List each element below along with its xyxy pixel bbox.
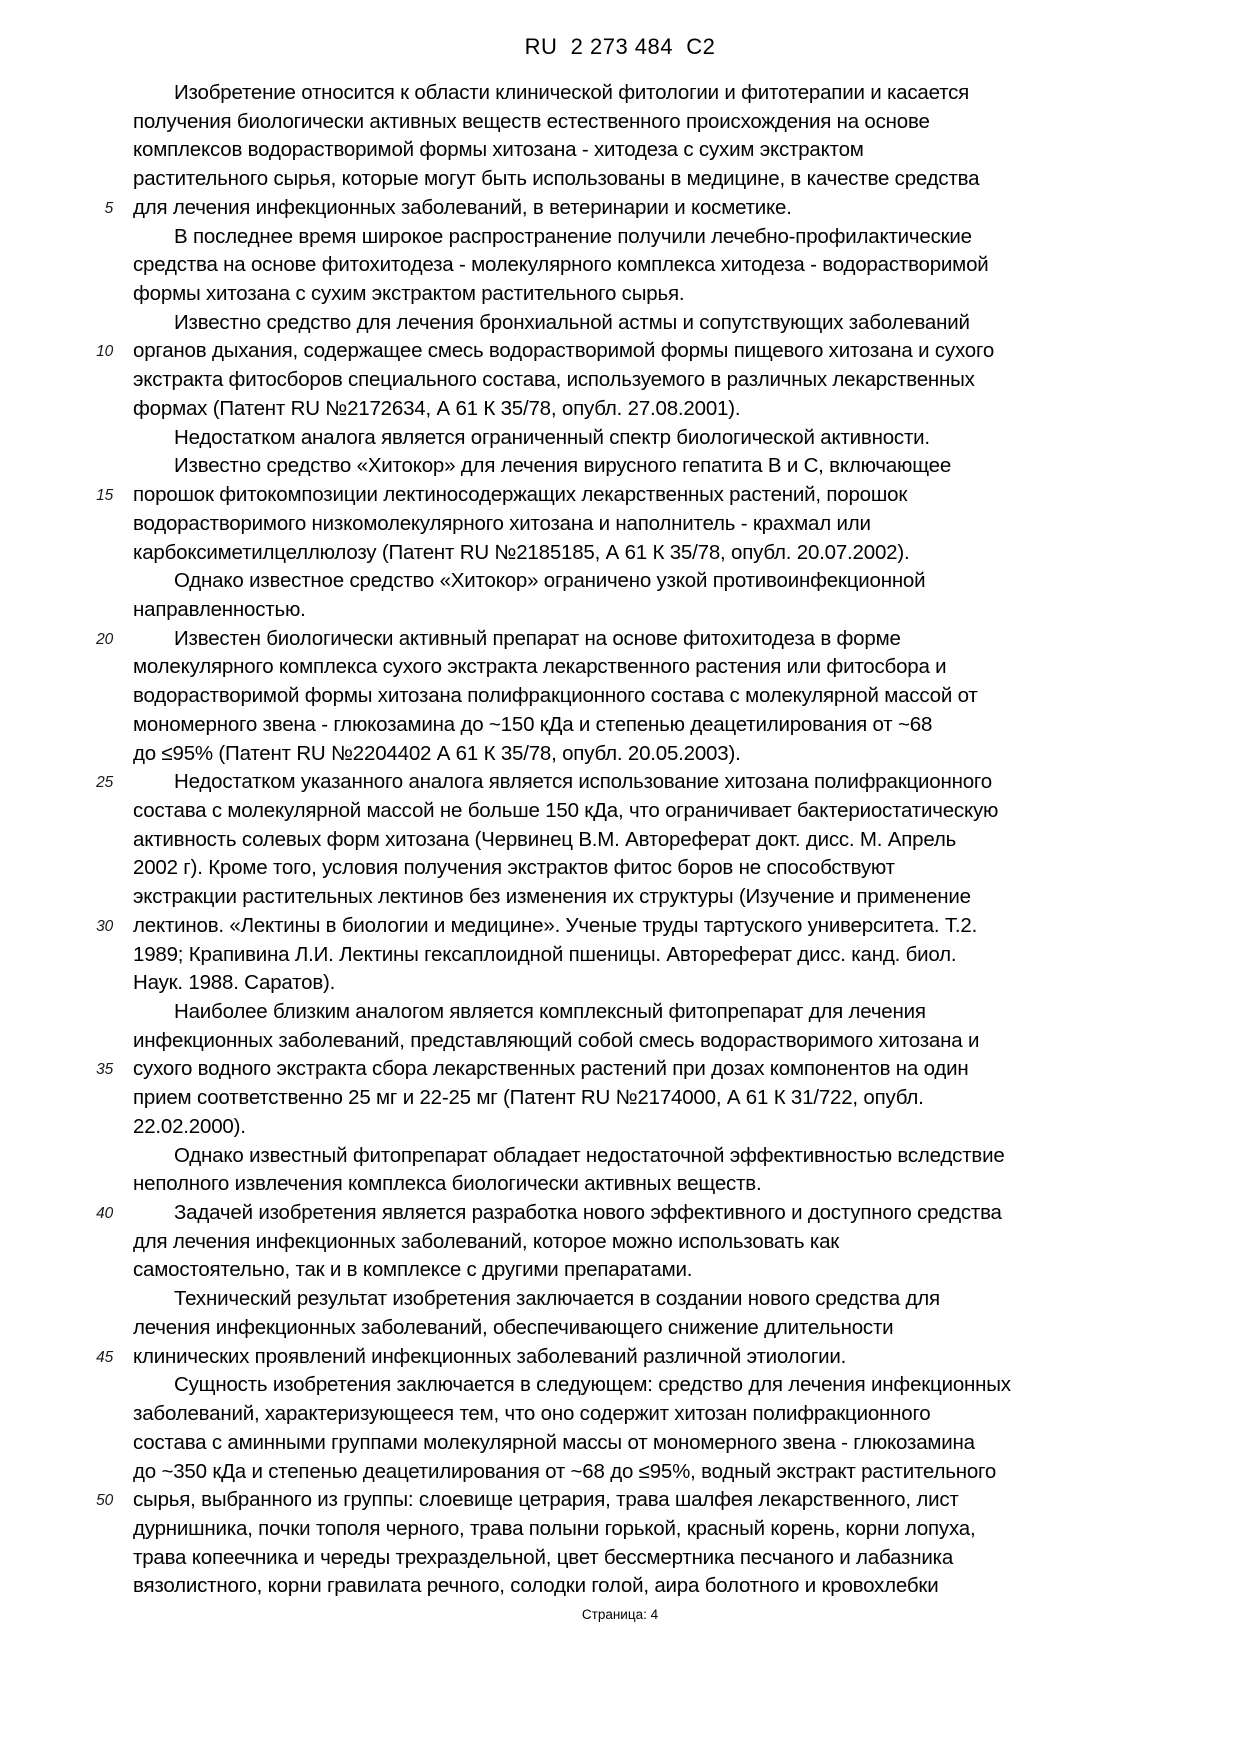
text-line bbox=[0, 682, 1240, 711]
text-line bbox=[0, 539, 1240, 568]
line-number: 10 bbox=[96, 343, 113, 361]
text-line bbox=[0, 1486, 1240, 1515]
line-text: Задачей изобретения является разработка нового эффективного и доступного средства bbox=[174, 1201, 1002, 1225]
line-text: растительного сырья, которые могут быть использованы в медицине, в качестве средства bbox=[133, 167, 980, 191]
page-footer bbox=[0, 1606, 1240, 1624]
text-line bbox=[0, 79, 1240, 108]
text-line bbox=[0, 1343, 1240, 1372]
line-text: Известно средство «Хитокор» для лечения вирусного гепатита В и С, включающее bbox=[174, 454, 952, 478]
text-line bbox=[0, 1515, 1240, 1544]
text-line bbox=[0, 424, 1240, 453]
line-text: формах (Патент RU №2172634, А 61 К 35/78, опубл. 27.08.2001). bbox=[133, 396, 741, 420]
text-line bbox=[0, 883, 1240, 912]
text-line bbox=[0, 941, 1240, 970]
text-line bbox=[0, 1170, 1240, 1199]
text-line bbox=[0, 1314, 1240, 1343]
line-text: водорастворимого низкомолекулярного хитозана и наполнитель - крахмал или bbox=[133, 511, 871, 535]
line-text: Известно средство для лечения бронхиальной астмы и сопутствующих заболеваний bbox=[174, 310, 970, 334]
text-line bbox=[0, 826, 1240, 855]
line-number: 25 bbox=[96, 774, 113, 792]
line-text: прием соответственно 25 мг и 22-25 мг (Патент RU №2174000, А 61 К 31/722, опубл. bbox=[133, 1086, 924, 1110]
line-number: 30 bbox=[96, 917, 113, 935]
line-number: 50 bbox=[96, 1492, 113, 1510]
text-line bbox=[0, 1113, 1240, 1142]
text-line bbox=[0, 768, 1240, 797]
line-text: направленностью. bbox=[133, 597, 306, 621]
text-line bbox=[0, 1228, 1240, 1257]
text-line bbox=[0, 1400, 1240, 1429]
text-line bbox=[0, 740, 1240, 769]
line-text: лектинов. «Лектины в биологии и медицине». Ученые труды тартуского университета. Т.2. bbox=[133, 913, 978, 937]
line-text: формы хитозана с сухим экстрактом растительного сырья. bbox=[133, 282, 685, 306]
line-text: до ~350 кДа и степенью деацетилирования от ~68 до ≤95%, водный экстракт растительного bbox=[133, 1459, 997, 1483]
line-text: экстракта фитосборов специального состава, используемого в различных лекарственных bbox=[133, 368, 975, 392]
text-line bbox=[0, 854, 1240, 883]
line-text: 1989; Крапивина Л.И. Лектины гексаплоидной пшеницы. Автореферат дисс. канд. биол. bbox=[133, 942, 957, 966]
text-line bbox=[0, 1055, 1240, 1084]
text-line bbox=[0, 136, 1240, 165]
line-text: Известен биологически активный препарат на основе фитохитодеза в форме bbox=[174, 626, 901, 650]
text-line bbox=[0, 1256, 1240, 1285]
line-text: 22.02.2000). bbox=[133, 1114, 246, 1138]
page-number-label: Страница: 4 bbox=[581, 1607, 659, 1622]
line-text: для лечения инфекционных заболеваний, которое можно использовать как bbox=[133, 1229, 840, 1253]
line-text: состава с молекулярной массой не больше 150 кДа, что ограничивает бактериостатическую bbox=[133, 798, 999, 822]
patent-body-text bbox=[0, 79, 1240, 1601]
line-number: 45 bbox=[96, 1348, 113, 1366]
text-line bbox=[0, 1199, 1240, 1228]
text-line bbox=[0, 1572, 1240, 1601]
line-text: порошок фитокомпозиции лектиносодержащих лекарственных растений, порошок bbox=[133, 483, 908, 507]
text-line bbox=[0, 1285, 1240, 1314]
text-line bbox=[0, 280, 1240, 309]
text-line bbox=[0, 165, 1240, 194]
line-text: Недостатком указанного аналога является использование хитозана полифракционного bbox=[174, 770, 992, 794]
text-line bbox=[0, 596, 1240, 625]
text-line bbox=[0, 625, 1240, 654]
line-text: заболеваний, характеризующееся тем, что оно содержит хитозан полифракционного bbox=[133, 1402, 931, 1426]
text-line bbox=[0, 395, 1240, 424]
line-text: В последнее время широкое распространение получили лечебно-профилактические bbox=[174, 224, 972, 248]
text-line bbox=[0, 711, 1240, 740]
line-text: карбоксиметилцеллюлозу (Патент RU №2185185, А 61 К 35/78, опубл. 20.07.2002). bbox=[133, 540, 910, 564]
document-header bbox=[0, 34, 1240, 60]
line-text: Однако известное средство «Хитокор» ограничено узкой противоинфекционной bbox=[174, 569, 926, 593]
line-text: получения биологически активных веществ естественного происхождения на основе bbox=[133, 109, 930, 133]
line-text: Изобретение относится к области клинической фитологии и фитотерапии и касается bbox=[174, 81, 970, 104]
line-text: лечения инфекционных заболеваний, обеспечивающего снижение длительности bbox=[133, 1315, 894, 1339]
text-line bbox=[0, 567, 1240, 596]
text-line bbox=[0, 1142, 1240, 1171]
line-text: сухого водного экстракта сбора лекарственных растений при дозах компонентов на один bbox=[133, 1057, 969, 1081]
line-text: сырья, выбранного из группы: слоевище цетрария, трава шалфея лекарственного, лист bbox=[133, 1488, 959, 1512]
line-text: дурнишника, почки тополя черного, трава полыни горькой, красный корень, корни лопуха, bbox=[133, 1516, 976, 1540]
text-line bbox=[0, 366, 1240, 395]
text-line bbox=[0, 481, 1240, 510]
line-text: вязолистного, корни гравилата речного, солодки голой, аира болотного и кровохлебки bbox=[133, 1574, 939, 1598]
line-text: средства на основе фитохитодеза - молекулярного комплекса хитодеза - водорастворимой bbox=[133, 253, 989, 277]
text-line bbox=[0, 1027, 1240, 1056]
text-line bbox=[0, 452, 1240, 481]
line-number: 35 bbox=[96, 1061, 113, 1079]
text-line bbox=[0, 1429, 1240, 1458]
text-line bbox=[0, 797, 1240, 826]
line-text: для лечения инфекционных заболеваний, в ветеринарии и косметике. bbox=[133, 195, 792, 219]
text-line bbox=[0, 1084, 1240, 1113]
text-line bbox=[0, 998, 1240, 1027]
text-line bbox=[0, 1371, 1240, 1400]
text-line bbox=[0, 223, 1240, 252]
text-line bbox=[0, 510, 1240, 539]
line-text: Наук. 1988. Саратов). bbox=[133, 971, 336, 995]
text-line bbox=[0, 912, 1240, 941]
line-text: мономерного звена - глюкозамина до ~150 кДа и степенью деацетилирования от ~68 bbox=[133, 712, 933, 736]
line-text: активность солевых форм хитозана (Червинец В.М. Автореферат докт. дисс. М. Апрель bbox=[133, 827, 957, 851]
line-number: 5 bbox=[104, 199, 113, 217]
text-line bbox=[0, 653, 1240, 682]
text-line bbox=[0, 1544, 1240, 1573]
line-text: состава с аминными группами молекулярной массы от мономерного звена - глюкозамина bbox=[133, 1430, 975, 1454]
line-text: инфекционных заболеваний, представляющий собой смесь водорастворимого хитозана и bbox=[133, 1028, 980, 1052]
line-number: 15 bbox=[96, 487, 113, 505]
text-line bbox=[0, 1458, 1240, 1487]
line-text: до ≤95% (Патент RU №2204402 А 61 К 35/78, опубл. 20.05.2003). bbox=[133, 741, 741, 765]
line-text: Технический результат изобретения заключается в создании нового средства для bbox=[174, 1287, 940, 1311]
patent-number: RU 2 273 484 C2 bbox=[524, 34, 716, 59]
line-text: Недостатком аналога является ограниченный спектр биологической активности. bbox=[174, 425, 930, 449]
line-text: Однако известный фитопрепарат обладает недостаточной эффективностью вследствие bbox=[174, 1143, 1005, 1167]
line-text: Сущность изобретения заключается в следующем: средство для лечения инфекционных bbox=[174, 1373, 1011, 1397]
line-text: клинических проявлений инфекционных заболеваний различной этиологии. bbox=[133, 1344, 847, 1368]
text-line bbox=[0, 108, 1240, 137]
line-text: молекулярного комплекса сухого экстракта лекарственного растения или фитосбора и bbox=[133, 655, 947, 679]
line-text: трава копеечника и череды трехраздельной, цвет бессмертника песчаного и лабазника bbox=[133, 1545, 954, 1569]
line-text: самостоятельно, так и в комплексе с другими препаратами. bbox=[133, 1258, 693, 1282]
line-number: 20 bbox=[96, 630, 113, 648]
line-text: экстракции растительных лектинов без изменения их структуры (Изучение и применение bbox=[133, 885, 971, 909]
line-number: 40 bbox=[96, 1205, 113, 1223]
text-line bbox=[0, 194, 1240, 223]
line-text: водорастворимой формы хитозана полифракционного состава с молекулярной массой от bbox=[133, 684, 978, 708]
text-line bbox=[0, 309, 1240, 338]
text-line bbox=[0, 969, 1240, 998]
line-text: 2002 г). Кроме того, условия получения экстрактов фитос боров не способствуют bbox=[133, 856, 895, 880]
line-text: неполного извлечения комплекса биологически активных веществ. bbox=[133, 1172, 762, 1196]
line-text: Наиболее близким аналогом является комплексный фитопрепарат для лечения bbox=[174, 1000, 926, 1023]
text-line bbox=[0, 337, 1240, 366]
line-text: комплексов водорастворимой формы хитозана - хитодеза с сухим экстрактом bbox=[133, 138, 864, 162]
text-line bbox=[0, 251, 1240, 280]
line-text: органов дыхания, содержащее смесь водорастворимой формы пищевого хитозана и сухого bbox=[133, 339, 995, 363]
